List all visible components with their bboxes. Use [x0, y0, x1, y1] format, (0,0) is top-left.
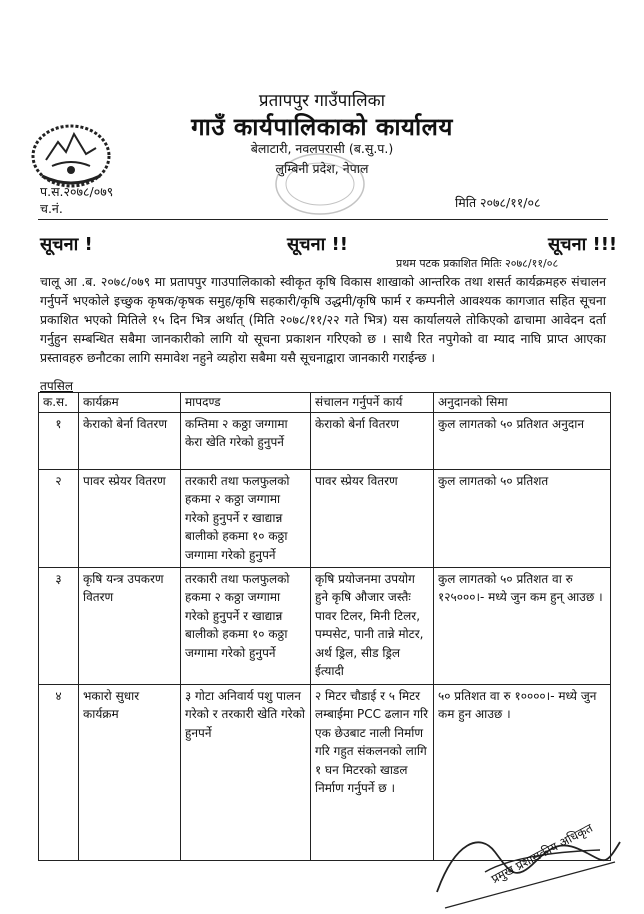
cell-criteria: ३ गोटा अनिवार्य पशु पालन गरेको र तरकारी खेति गरेको हुनपर्ने	[181, 684, 311, 860]
reference-number: प.स.२०७८/०७९	[40, 184, 114, 199]
cell-activity: कृषि प्रयोजनमा उपयोग हुने कृषि औजार जस्तैः पावर टिलर, मिनी टिलर, पम्पसेट, पानी तान्ने मोटर, अर्थ ड्रिल, सीड ड्रिल ईत्यादी	[311, 567, 434, 684]
col-header-activity: संचालन गर्नुपर्ने कार्य	[311, 393, 434, 413]
cell-activity: पावर स्प्रेयर वितरण	[311, 469, 434, 567]
cell-criteria: कम्तिमा २ कठ्ठा जग्गामा केरा खेति गरेको हुनुपर्ने	[181, 412, 311, 469]
cell-criteria: तरकारी तथा फलफुलको हकमा २ कठ्ठा जग्गामा गरेको हुनुपर्ने र खाद्यान्न बालीको हकमा १० कठ्ठा जग्गामा गरेको हुनुपर्ने	[181, 567, 311, 684]
cell-program: भकारो सुधार कार्यक्रम	[79, 684, 181, 860]
table-row	[39, 469, 611, 567]
municipality-name: प्रतापपुर गाउँपालिका	[258, 91, 386, 111]
program-table	[38, 392, 611, 861]
cell-program: पावर स्प्रेयर वितरण	[79, 469, 181, 567]
col-header-criteria: मापदण्ड	[181, 393, 311, 413]
cell-activity: केराको बेर्ना वितरण	[311, 412, 434, 469]
office-title: गाउँ कार्यपालिकाको कार्यालय	[191, 113, 453, 141]
address-line-2: लुम्बिनी प्रदेश, नेपाल	[275, 161, 369, 176]
cell-grant-limit: ५० प्रतिशत वा रु १००००।- मध्ये जुन कम हुन आउछ ।	[434, 684, 611, 860]
notice-body: चालू आ .ब. २०७८/०७९ मा प्रतापपुर गाउपालिकाको स्वीकृत कृषि विकास शाखाको आन्तरिक तथा शसर्त कार्यक्रमहरु संचालन गर्नुपर्ने भएकोले इच्छुक कृषक/कृषक समुह/कृषि सहकारी/कृषि उद्धमी/कृषि फार्म र कम्पनीले आवश्यक कागजात सहित सूचना प्रकाशित भएको मितिले १५ दिन भित्र अर्थात् (मिति २०७८/११/२२ गते भित्र) यस कार्यालयले तोकिएको ढाचामा आवेदन दर्ता गर्नुहुन सम्बन्धित सबैमा जानकारीको लागि यो सूचना प्रकाशन गरिएको छ । साथै रित नपुगेको वा म्याद नाघि प्राप्त आएका प्रस्तावहरु छनौटका लागि समावेश नहुने व्यहोरा सबैमा यसै सूचनाद्वारा जानकारी गराईन्छ ।	[40, 274, 606, 365]
details-heading: तपसिल	[40, 379, 74, 393]
cell-grant-limit: कुल लागतको ५० प्रतिशत वा रु १२५०००।- मध्ये जुन कम हुन् आउछ ।	[434, 567, 611, 684]
cell-sn: ४	[39, 684, 79, 860]
col-header-grant-limit: अनुदानको सिमा	[434, 393, 611, 413]
first-published-date: प्रथम पटक प्रकाशित मितिः २०७८/११/०८	[396, 257, 559, 270]
office-stamp	[270, 148, 370, 220]
cell-sn: २	[39, 469, 79, 567]
cell-activity: २ मिटर चौडाई र ५ मिटर लम्बाईमा PCC ढलान गरि एक छेउबाट नाली निर्माण गरि गहुत संकलनको लागि १ घन मिटरको खाडल निर्माण गर्नुपर्ने छ ।	[311, 684, 434, 860]
notice-title-right: सूचना !!!	[548, 234, 618, 255]
cell-grant-limit: कुल लागतको ५० प्रतिशत अनुदान	[434, 412, 611, 469]
cell-sn: १	[39, 412, 79, 469]
cell-program: केराको बेर्ना वितरण	[79, 412, 181, 469]
cell-program: कृषि यन्त्र उपकरण वितरण	[79, 567, 181, 684]
signatory-title: प्रमुख प्रशासकीय अधिकृत	[488, 820, 595, 887]
notice-title-center: सूचना !!	[287, 234, 348, 255]
dispatch-number: च.नं.	[40, 201, 63, 216]
header-divider	[38, 219, 608, 220]
table-header-row	[39, 393, 611, 413]
notice-title-left: सूचना !	[40, 234, 93, 255]
col-header-program: कार्यक्रम	[79, 393, 181, 413]
table-row	[39, 567, 611, 684]
table-row	[39, 412, 611, 469]
cell-sn: ३	[39, 567, 79, 684]
col-header-sn: क.स.	[39, 393, 79, 413]
document-date: मिति २०७८/११/०८	[455, 195, 541, 210]
cell-criteria: तरकारी तथा फलफुलको हकमा २ कठ्ठा जग्गामा गरेको हुनुपर्ने र खाद्यान्न बालीको हकमा १० कठ्ठा जग्गामा गरेको हुनुपर्ने	[181, 469, 311, 567]
cell-grant-limit: कुल लागतको ५० प्रतिशत	[434, 469, 611, 567]
address-line-1: बेलाटारी, नवलपरासी (ब.सु.प.)	[250, 141, 394, 156]
